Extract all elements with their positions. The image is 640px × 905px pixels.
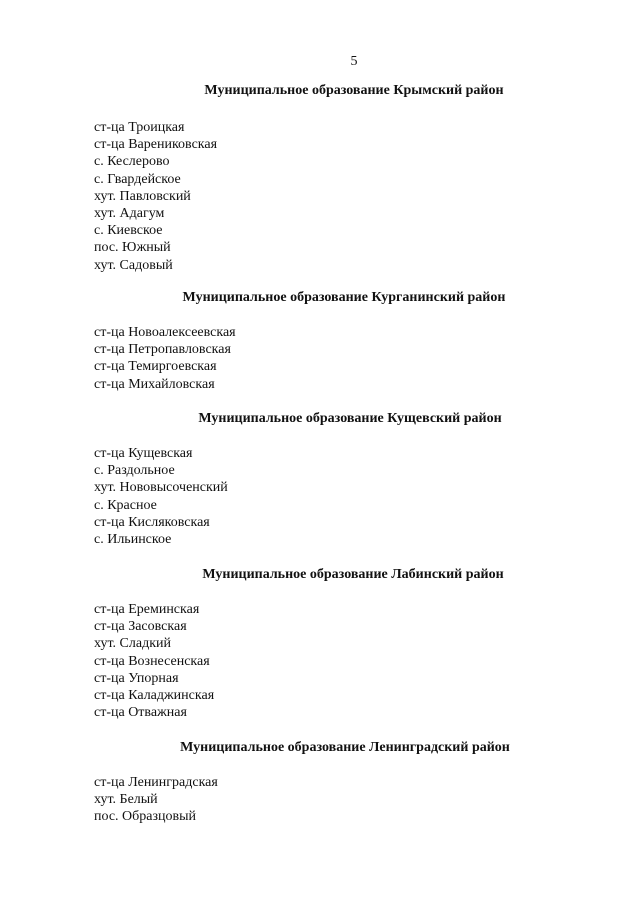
settlement-item: хут. Нововысоченский xyxy=(94,480,228,496)
settlement-item: ст-ца Петропавловская xyxy=(94,342,231,358)
settlement-list xyxy=(94,324,236,393)
settlement-item: ст-ца Упорная xyxy=(94,670,179,686)
settlement-list xyxy=(94,774,218,826)
settlement-item: ст-ца Кисляковская xyxy=(94,514,210,530)
section-heading: Муниципальное образование Курганинский район xyxy=(182,290,506,305)
settlement-item: ст-ца Ереминская xyxy=(94,602,200,617)
settlement-item: хут. Адагум xyxy=(94,206,165,222)
settlement-item: ст-ца Кущевская xyxy=(94,446,193,461)
settlement-item: хут. Павловский xyxy=(94,188,191,204)
settlement-item: ст-ца Михайловская xyxy=(94,376,215,392)
settlement-item: с. Гвардейское xyxy=(94,171,181,187)
district-section-leningradsky xyxy=(0,740,640,825)
settlement-item: ст-ца Темиргоевская xyxy=(94,359,217,375)
settlement-list xyxy=(94,119,217,274)
settlement-item: хут. Садовый xyxy=(94,257,173,273)
settlement-item: с. Кеслерово xyxy=(94,154,170,170)
district-section-krymsky xyxy=(0,83,640,273)
settlement-item: с. Красное xyxy=(94,497,157,513)
district-section-kushchevsky xyxy=(0,411,640,548)
settlement-list xyxy=(94,445,228,548)
settlement-item: пос. Южный xyxy=(94,240,171,256)
settlement-item: ст-ца Засовская xyxy=(94,619,187,635)
section-heading: Муниципальное образование Ленинградский район xyxy=(180,740,510,755)
settlement-item: ст-ца Ленинградская xyxy=(94,775,218,790)
settlement-item: хут. Сладкий xyxy=(94,636,171,652)
settlement-item: с. Ильинское xyxy=(94,532,172,548)
settlement-item: ст-ца Новоалексеевская xyxy=(94,325,236,340)
settlement-list xyxy=(94,601,214,721)
settlement-item: ст-ца Отважная xyxy=(94,705,187,721)
section-heading: Муниципальное образование Крымский район xyxy=(204,83,504,98)
page-number: 5 xyxy=(350,54,358,69)
settlement-item: хут. Белый xyxy=(94,792,158,808)
district-section-labinsky xyxy=(0,567,640,721)
settlement-item: ст-ца Троицкая xyxy=(94,120,185,135)
section-heading: Муниципальное образование Лабинский район xyxy=(202,567,504,582)
settlement-item: с. Раздольное xyxy=(94,463,175,479)
settlement-item: ст-ца Варениковская xyxy=(94,137,218,153)
section-heading: Муниципальное образование Кущевский район xyxy=(198,411,502,426)
settlement-item: с. Киевское xyxy=(94,223,163,239)
settlement-item: ст-ца Вознесенская xyxy=(94,653,210,669)
district-section-kurganinsky xyxy=(0,290,640,392)
settlement-item: пос. Образцовый xyxy=(94,809,197,825)
settlement-item: ст-ца Каладжинская xyxy=(94,688,215,704)
